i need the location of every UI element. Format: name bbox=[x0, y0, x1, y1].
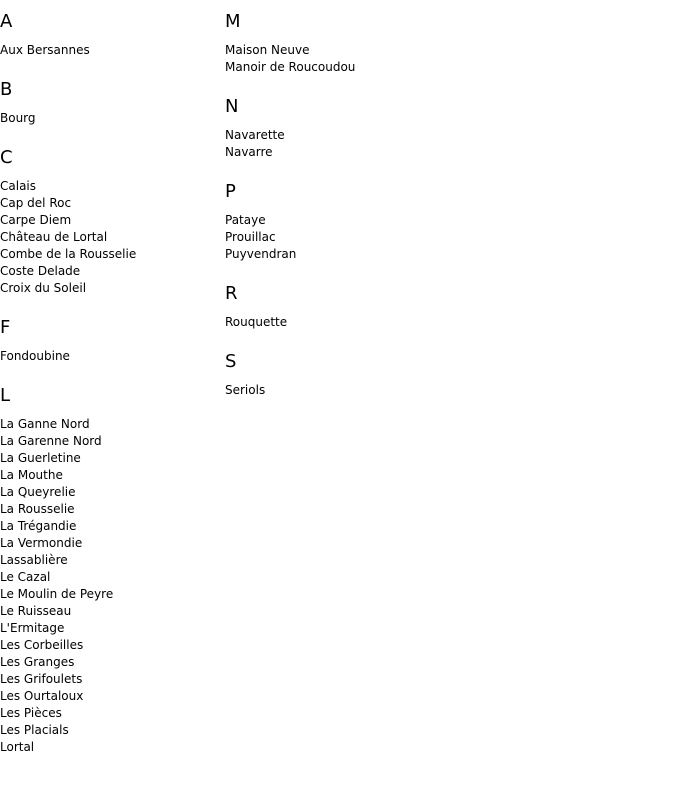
list-item[interactable]: Les Corbeilles bbox=[0, 638, 84, 652]
list-item[interactable]: La Queyrelie bbox=[0, 485, 76, 499]
list-item[interactable]: Bourg bbox=[0, 111, 36, 125]
list-item[interactable]: Cap del Roc bbox=[0, 196, 72, 210]
section-letter: P bbox=[225, 181, 236, 202]
group-a bbox=[0, 11, 220, 59]
group-n bbox=[225, 96, 445, 161]
list-item[interactable]: Maison Neuve bbox=[225, 43, 310, 57]
list-item[interactable]: La Trégandie bbox=[0, 519, 77, 533]
list-item[interactable]: L'Ermitage bbox=[0, 621, 65, 635]
list-item[interactable]: Rouquette bbox=[225, 315, 288, 329]
list-item[interactable]: Pataye bbox=[225, 213, 266, 227]
list-item[interactable]: La Vermondie bbox=[0, 536, 83, 550]
section-letter: S bbox=[225, 351, 237, 372]
list-item[interactable]: Seriols bbox=[225, 383, 266, 397]
list-item[interactable]: Lortal bbox=[0, 740, 35, 754]
list-item[interactable]: La Rousselie bbox=[0, 502, 75, 516]
list-item[interactable]: Château de Lortal bbox=[0, 230, 108, 244]
group-b bbox=[0, 79, 220, 127]
group-s bbox=[225, 351, 445, 399]
list-item[interactable]: Navarre bbox=[225, 145, 273, 159]
list-item[interactable]: Fondoubine bbox=[0, 349, 70, 363]
list-item[interactable]: Les Granges bbox=[0, 655, 75, 669]
list-item[interactable]: Les Placials bbox=[0, 723, 69, 737]
list-item[interactable]: Les Pièces bbox=[0, 706, 62, 720]
left-column bbox=[0, 11, 220, 776]
section-letter: N bbox=[225, 96, 239, 117]
list-item[interactable]: Carpe Diem bbox=[0, 213, 72, 227]
section-letter: B bbox=[0, 79, 13, 100]
group-r bbox=[225, 283, 445, 331]
list-item[interactable]: Manoir de Roucoudou bbox=[225, 60, 356, 74]
section-letter: A bbox=[0, 11, 13, 32]
group-p bbox=[225, 181, 445, 263]
list-item[interactable]: Le Moulin de Peyre bbox=[0, 587, 114, 601]
list-item[interactable]: Les Grifoulets bbox=[0, 672, 83, 686]
list-item[interactable]: La Guerletine bbox=[0, 451, 81, 465]
group-m bbox=[225, 11, 445, 76]
list-item[interactable]: La Garenne Nord bbox=[0, 434, 102, 448]
list-item[interactable]: Combe de la Rousselie bbox=[0, 247, 137, 261]
group-c bbox=[0, 147, 220, 297]
section-letter: L bbox=[0, 385, 11, 406]
group-f bbox=[0, 317, 220, 365]
section-letter: M bbox=[225, 11, 241, 32]
list-item[interactable]: Navarette bbox=[225, 128, 285, 142]
section-letter: R bbox=[225, 283, 238, 304]
list-item[interactable]: Prouillac bbox=[225, 230, 276, 244]
list-item[interactable]: La Mouthe bbox=[0, 468, 63, 482]
group-l bbox=[0, 385, 220, 756]
list-item[interactable]: Aux Bersannes bbox=[0, 43, 90, 57]
section-letter: F bbox=[0, 317, 11, 338]
list-item[interactable]: Les Ourtaloux bbox=[0, 689, 84, 703]
list-item[interactable]: Calais bbox=[0, 179, 37, 193]
list-item[interactable]: Coste Delade bbox=[0, 264, 81, 278]
list-item[interactable]: Lassablière bbox=[0, 553, 68, 567]
section-letter: C bbox=[0, 147, 13, 168]
list-item[interactable]: Croix du Soleil bbox=[0, 281, 87, 295]
right-column bbox=[225, 11, 445, 419]
list-item[interactable]: Puyvendran bbox=[225, 247, 297, 261]
list-item[interactable]: Le Ruisseau bbox=[0, 604, 72, 618]
list-item[interactable]: Le Cazal bbox=[0, 570, 51, 584]
list-item[interactable]: La Ganne Nord bbox=[0, 417, 90, 431]
